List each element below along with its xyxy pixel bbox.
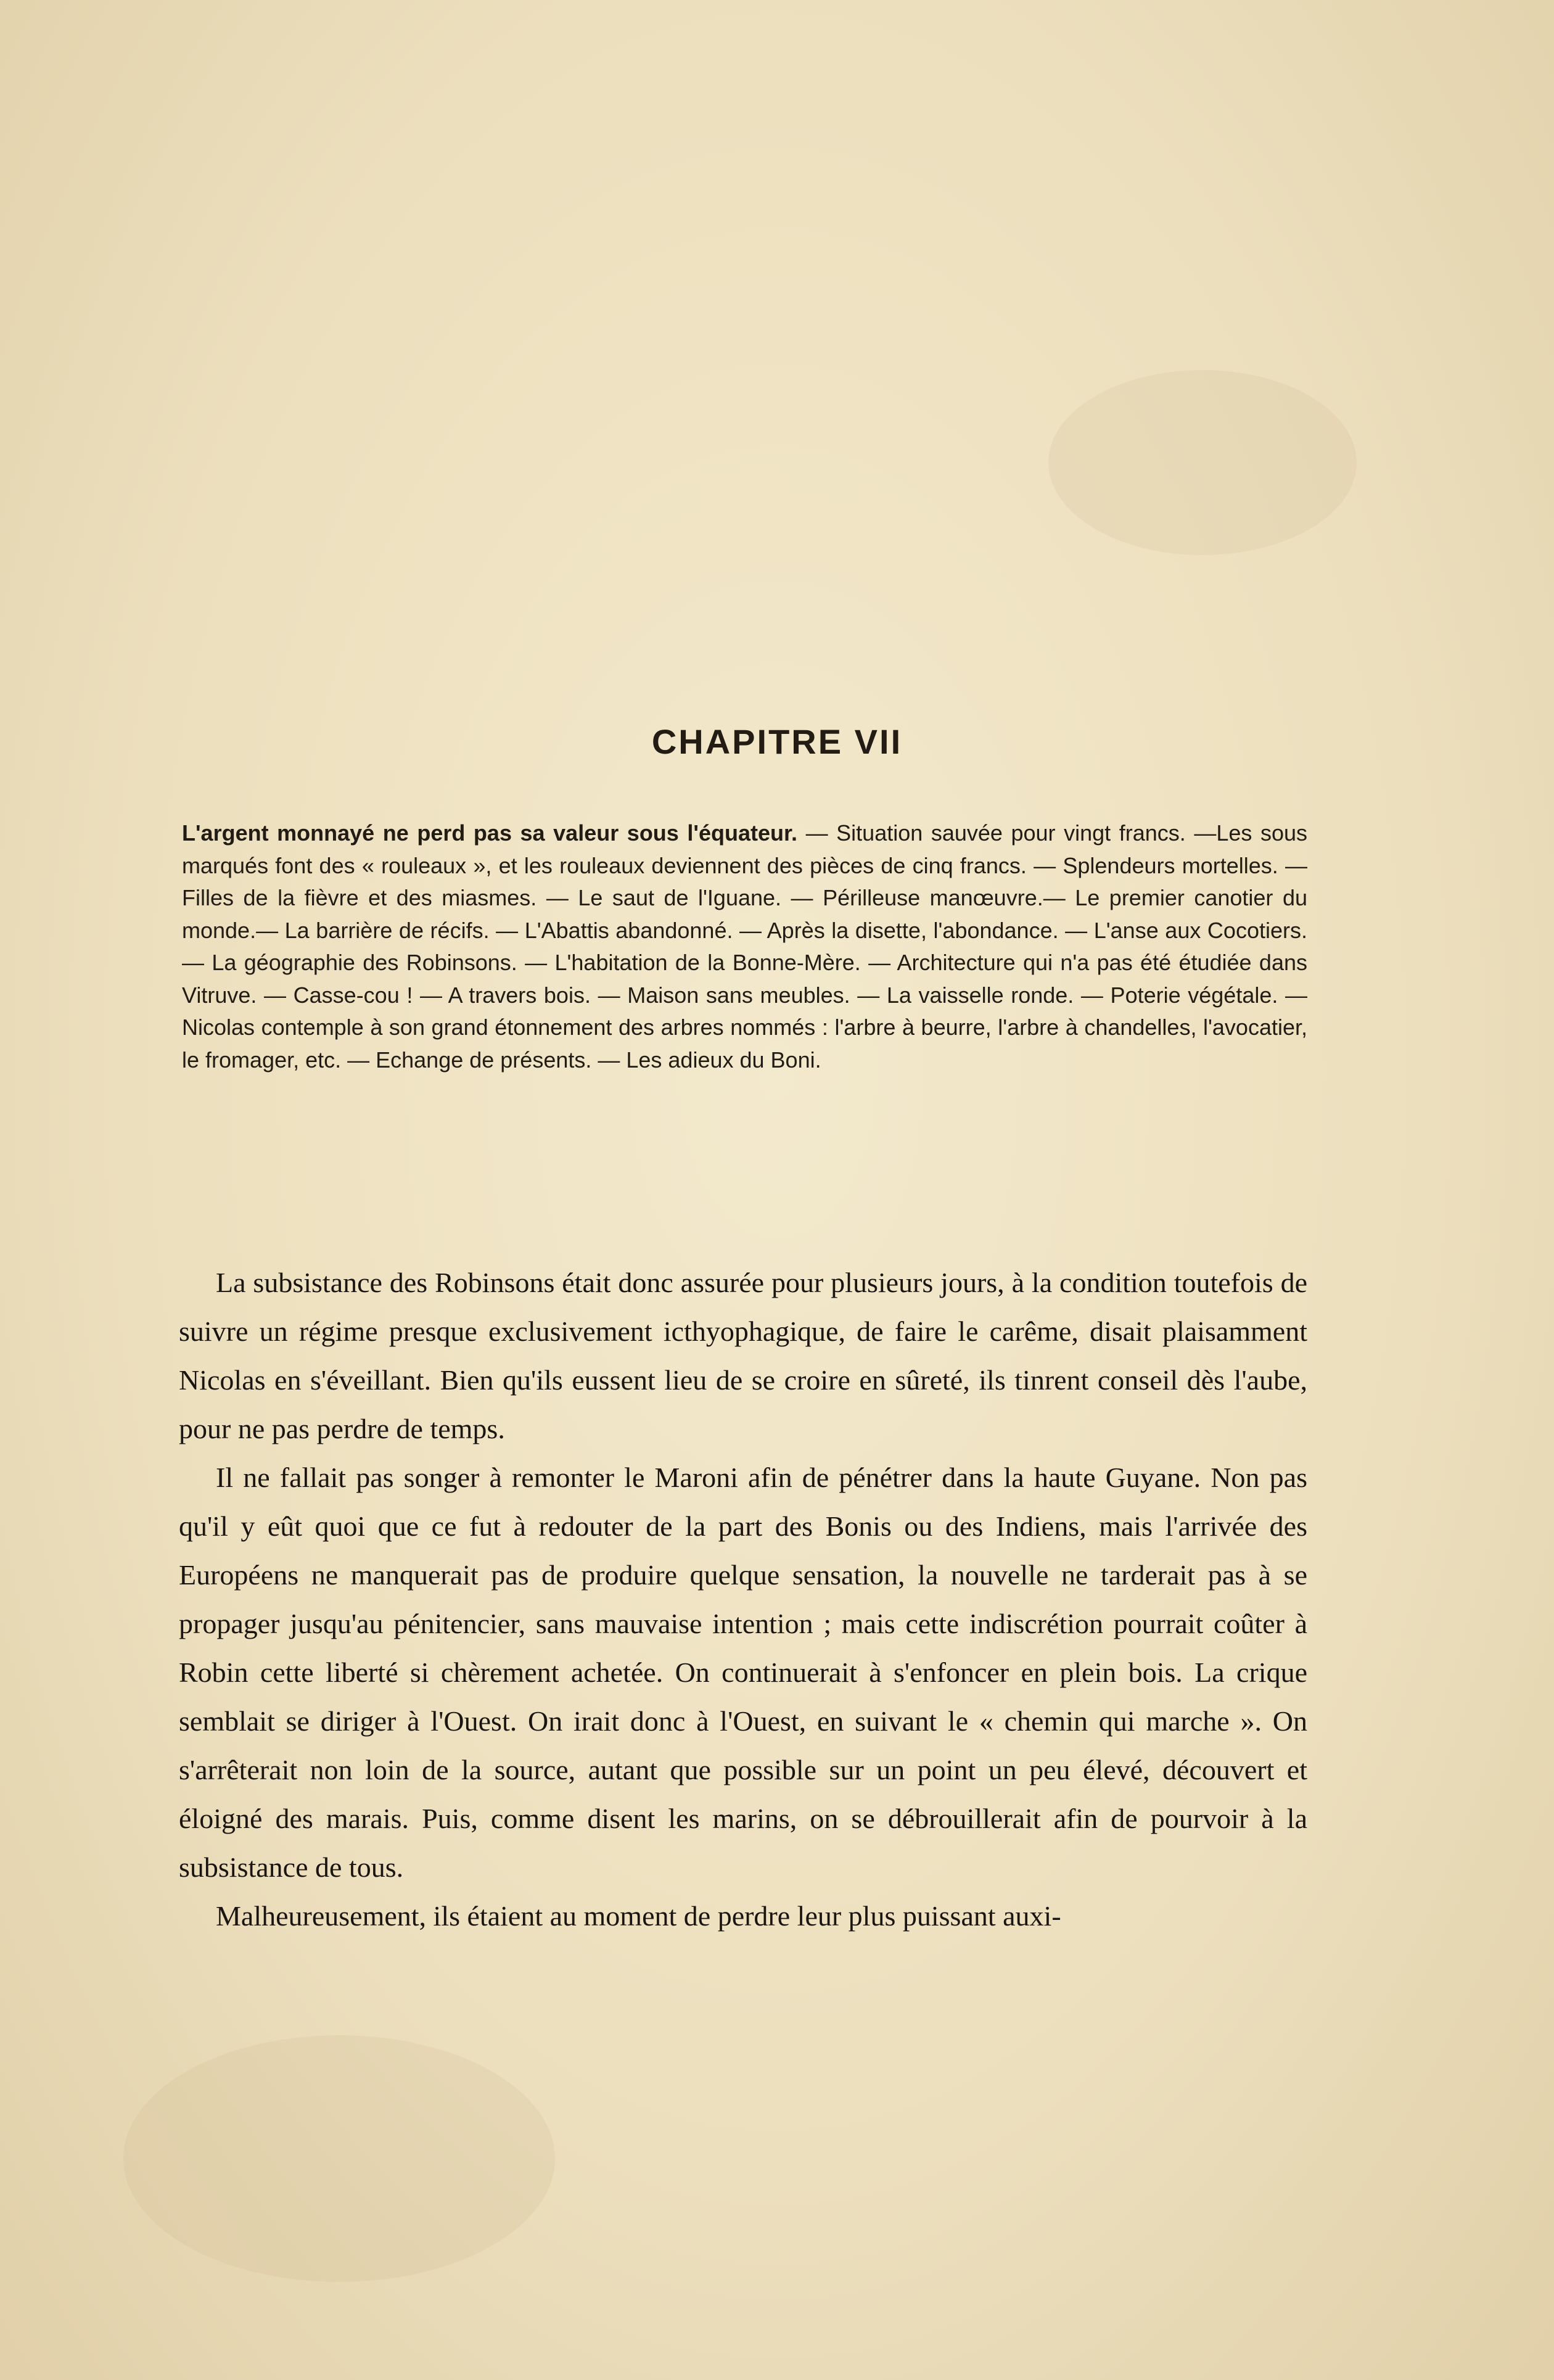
paragraph: Il ne fallait pas songer à remonter le Maroni afin de pénétrer dans la haute Guyane. Non pas qu'il y eût quoi que ce fut à redouter de la part des Bonis ou des Indiens, mais l'arrivée des Européens ne manquerait pas de produire quelque sensation, la nouvelle ne tarderait pas à se propager jusqu'au pénitencier, sans mauvaise intention ; mais cette indiscrétion pourrait coûter à Robin cette liberté si chèrement achetée. On continuerait à s'enfoncer en plein bois. La crique semblait se diriger à l'Ouest. On irait donc à l'Ouest, en suivant le « chemin qui marche ». On s'arrêterait non loin de la source, autant que possible sur un point un peu élevé, découvert et éloigné des marais. Puis, comme disent les marins, on se débrouillerait afin de pourvoir à la subsistance de tous. xyxy=(179,1462,1307,1883)
chapter-title: CHAPITRE VII xyxy=(651,722,903,761)
summary-rest: — Situation sauvée pour vingt francs. —Les sous marqués font des « rouleaux », et les rouleaux deviennent des pièces de cinq francs. — Splendeurs mortelles. — Filles de la fièvre et des miasmes. — Le saut de l'Iguane. — Périlleuse manœuvre.— Le premier canotier du monde.— La barrière de récifs. — L'Abattis abandonné. — Après la disette, l'abondance. — L'anse aux Cocotiers. — La géographie des Robinsons. — L'habitation de la Bonne-Mère. — Architecture qui n'a pas été étudiée dans Vitruve. — Casse-cou ! — A travers bois. — Maison sans meubles. — La vaisselle ronde. — Poterie végétale. — Nicolas contemple à son grand étonnement des arbres nommés : l'arbre à beurre, l'arbre à chandelles, l'avocatier, le fromager, etc. — Echange de présents. — Les adieux du Boni. xyxy=(182,820,1308,1073)
summary-lead: L'argent monnayé ne perd pas sa valeur sous l'équateur. xyxy=(182,820,798,846)
paragraph: La subsistance des Robinsons était donc assurée pour plusieurs jours, à la condition toutefois de suivre un régime presque exclusivement icthyophagique, de faire le carême, disait plaisamment Nicolas en s'éveillant. Bien qu'ils eussent lieu de se croire en sûreté, ils tinrent conseil dès l'aube, pour ne pas perdre de temps. xyxy=(179,1267,1307,1444)
paper-stain xyxy=(1048,370,1357,555)
body-text xyxy=(179,1258,1307,1940)
chapter-summary xyxy=(182,817,1307,1076)
paper-stain xyxy=(123,2035,555,2282)
paragraph: Malheureusement, ils étaient au moment de perdre leur plus puissant auxi- xyxy=(216,1900,1061,1932)
